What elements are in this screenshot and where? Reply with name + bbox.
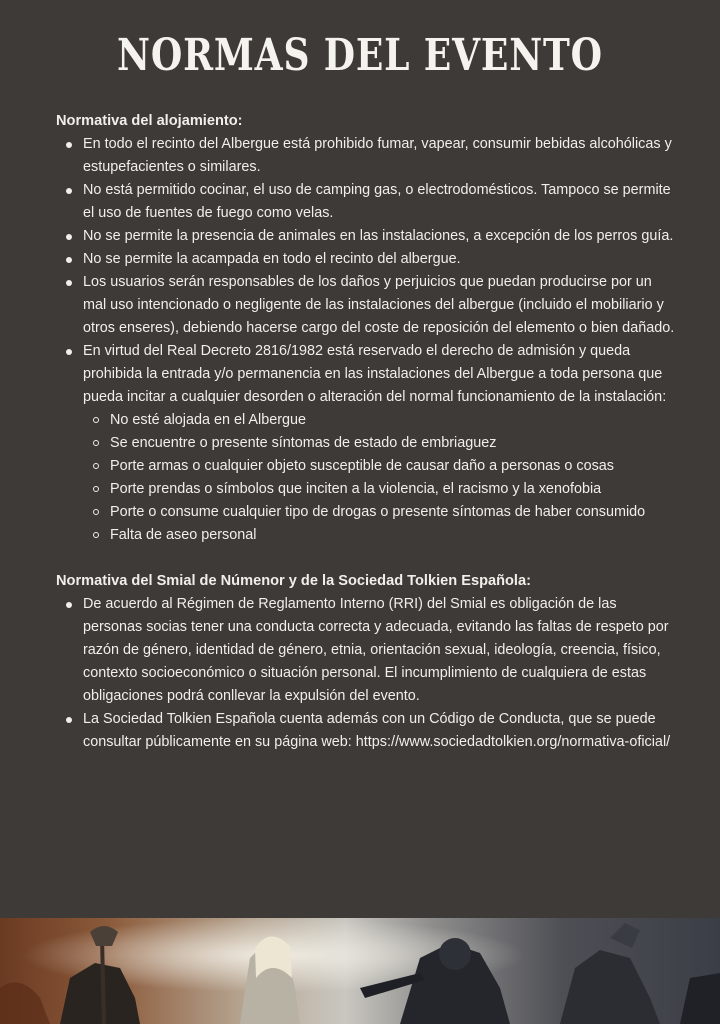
page-title: NORMAS DEL EVENTO (117, 30, 603, 81)
fantasy-illustration-banner (0, 918, 720, 1024)
rules-content (56, 110, 676, 754)
sub-list-item: Porte armas o cualquier objeto susceptible de causar daño a personas o cosas (110, 455, 676, 478)
list-item: En todo el recinto del Albergue está prohibido fumar, vapear, consumir bebidas alcohólicas y estupefacientes o similares. (83, 133, 676, 179)
lodging-rules-list (56, 133, 676, 547)
list-item: Los usuarios serán responsables de los daños y perjuicios que puedan producirse por un mal uso intencionado o negligente de las instalaciones del albergue (incluido el mobiliario y otros enseres), debiendo hacerse cargo del coste de reposición del elemento o bien dañado. (83, 271, 676, 340)
sub-list-item: No esté alojada en el Albergue (110, 409, 676, 432)
list-item: No se permite la presencia de animales en las instalaciones, a excepción de los perros guía. (83, 225, 676, 248)
sub-list-item: Falta de aseo personal (110, 524, 676, 547)
list-item: La Sociedad Tolkien Española cuenta además con un Código de Conducta, que se puede consultar públicamente en su página web: https://www.sociedadtolkien.org/normativa-oficial/ (83, 708, 676, 754)
list-item: No se permite la acampada en todo el recinto del albergue. (83, 248, 676, 271)
section-heading-smial: Normativa del Smial de Númenor y de la Sociedad Tolkien Española: (56, 573, 531, 589)
smial-rules-list (56, 593, 676, 754)
sub-list-item: Porte prendas o símbolos que inciten a la violencia, el racismo y la xenofobia (110, 478, 676, 501)
sub-list-item: Porte o consume cualquier tipo de drogas o presente síntomas de haber consumido (110, 501, 676, 524)
list-item: No está permitido cocinar, el uso de camping gas, o electrodomésticos. Tampoco se permite el uso de fuentes de fuego como velas. (83, 179, 676, 225)
list-item: De acuerdo al Régimen de Reglamento Interno (RRI) del Smial es obligación de las personas socias tener una conducta correcta y adecuada, evitando las faltas de respeto por razón de género, identidad de género, etnia, orientación sexual, ideología, creencia, físico, contexto socioeconómico o situación personal. El incumplimiento de cualquiera de estas obligaciones podrá conllevar la expulsión del evento. (83, 593, 676, 708)
sub-list-item: Se encuentre o presente síntomas de estado de embriaguez (110, 432, 676, 455)
section-spacer (56, 547, 676, 570)
list-item-text: En virtud del Real Decreto 2816/1982 está reservado el derecho de admisión y queda prohibida la entrada y/o permanencia en las instalaciones del Albergue a toda persona que pueda incitar a cualquier desorden o alteración del normal funcionamiento de la instalación: (83, 343, 667, 405)
section-heading-lodging: Normativa del alojamiento: (56, 113, 243, 129)
admission-sublist (83, 409, 676, 547)
list-item-admission (83, 340, 676, 547)
